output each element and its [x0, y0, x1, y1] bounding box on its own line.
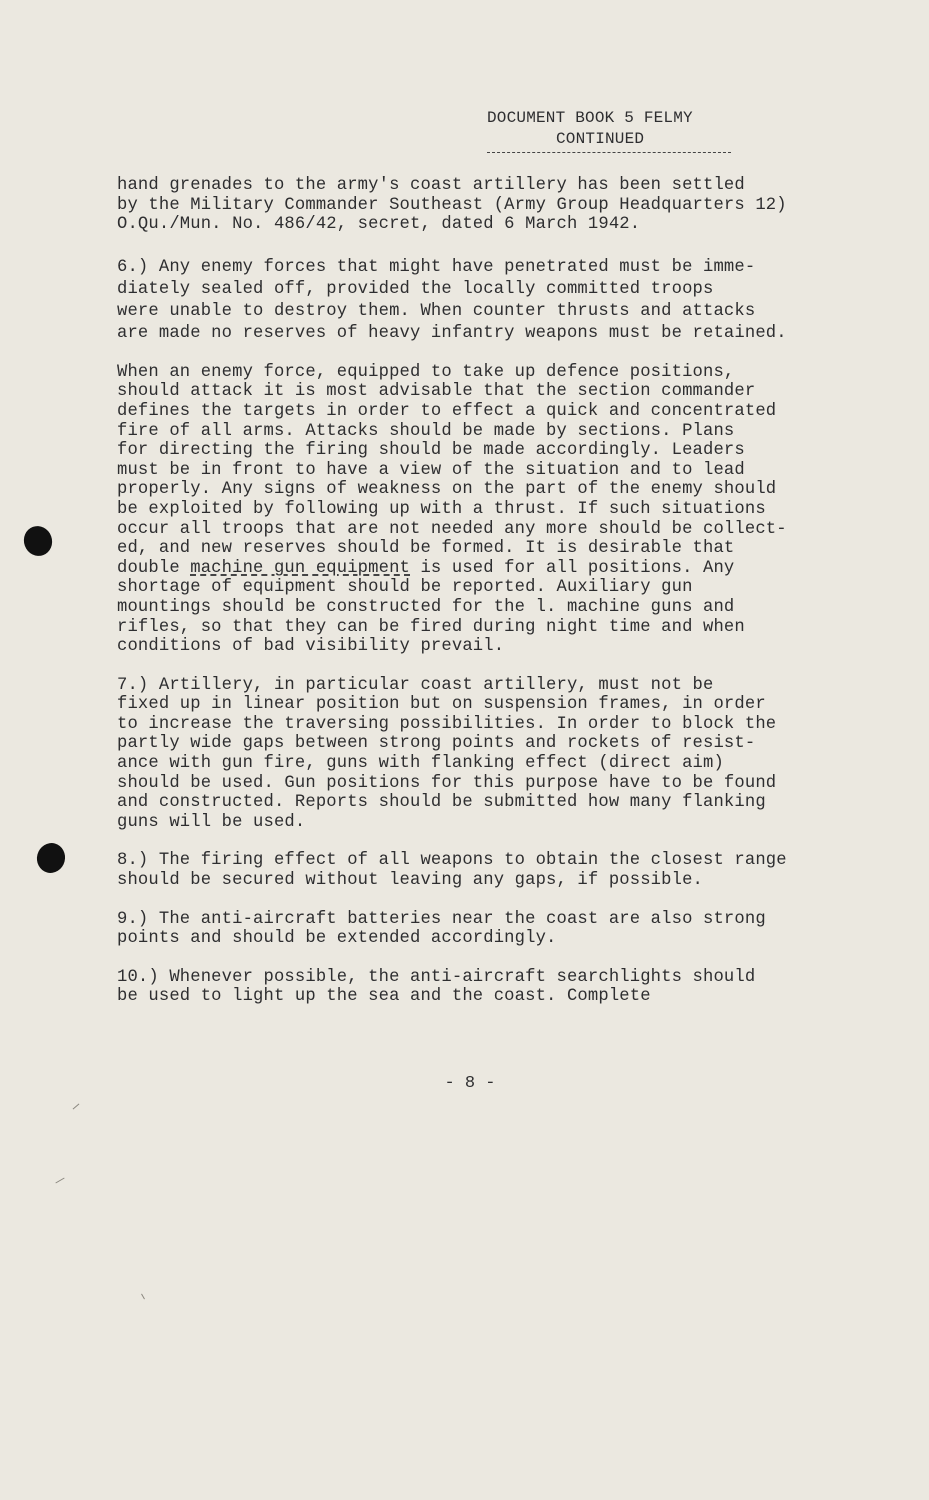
paragraph-10: 10.) Whenever possible, the anti-aircraft searchlights should be used to light up the sea and the coast. Complete [117, 967, 756, 1007]
paragraph-enemy-attack [117, 363, 877, 657]
paragraph-7: 7.) Artillery, in particular coast artillery, must not be fixed up in linear position but on suspension frames, in order to increase the traversing possibilities. In order to block the partly wide gaps between strong points and rockets of resist- ance with gun fire, guns with flanking effect (direct aim) should be used. Gun positions for this purpose have to be found and constructed. Reports should be submitted how many flanking guns will be used. [117, 675, 777, 832]
paper-mark [73, 1104, 80, 1110]
header-rule [487, 152, 731, 153]
paragraph-8: 8.) The firing effect of all weapons to obtain the closest range should be secured without leaving any gaps, if possible. [117, 851, 787, 891]
document-header [487, 108, 737, 150]
page-number: - 8 - [444, 1074, 496, 1093]
punch-hole [20, 522, 57, 560]
paragraph-intro: hand grenades to the army's coast artillery has been settled by the Military Commander Southeast (Army Group Headquarters 12) O.Qu./Mun. No. 486/42, secret, dated 6 March 1942. [117, 176, 787, 235]
punch-hole [34, 840, 69, 876]
paragraph-9: 9.) The anti-aircraft batteries near the coast are also strong points and should be extended accordingly. [117, 909, 766, 949]
document-title: DOCUMENT BOOK 5 FELMY [487, 109, 693, 127]
document-body [117, 176, 877, 1026]
paper-mark [141, 1294, 145, 1300]
paragraph-enemy-attack-part-b: is used for all positions. Any shortage of equipment should be reported. Auxiliary gun mountings should be constructed for the l. machine guns and rifles, so that they can be fired during night time and when conditions of bad visibility prevail. [117, 558, 745, 657]
paper-mark [55, 1178, 64, 1184]
document-subtitle: CONTINUED [556, 130, 645, 148]
paragraph-6: 6.) Any enemy forces that might have penetrated must be imme- diately sealed off, provided the locally committed troops were unable to destroy them. When counter thrusts and attacks are made no reserves of heavy infantry weapons must be retained. [117, 257, 787, 343]
paragraph-enemy-attack-part-a: When an enemy force, equipped to take up defence positions, should attack it is most advisable that the section commander defines the targets in order to effect a quick and concentrated fire of all arms. Attacks should be made by sections. Plans for directing the firing should be made accordingly. Leaders must be in front to have a view of the situation and to lead properly. Any signs of weakness on the part of the enemy should be exploited by following up with a thrust. If such situations occur all troops that are not needed any more should be collect- ed, and new reserves should be formed. It is desirable that double [117, 362, 787, 578]
underlined-phrase: machine gun equipment [190, 558, 410, 578]
